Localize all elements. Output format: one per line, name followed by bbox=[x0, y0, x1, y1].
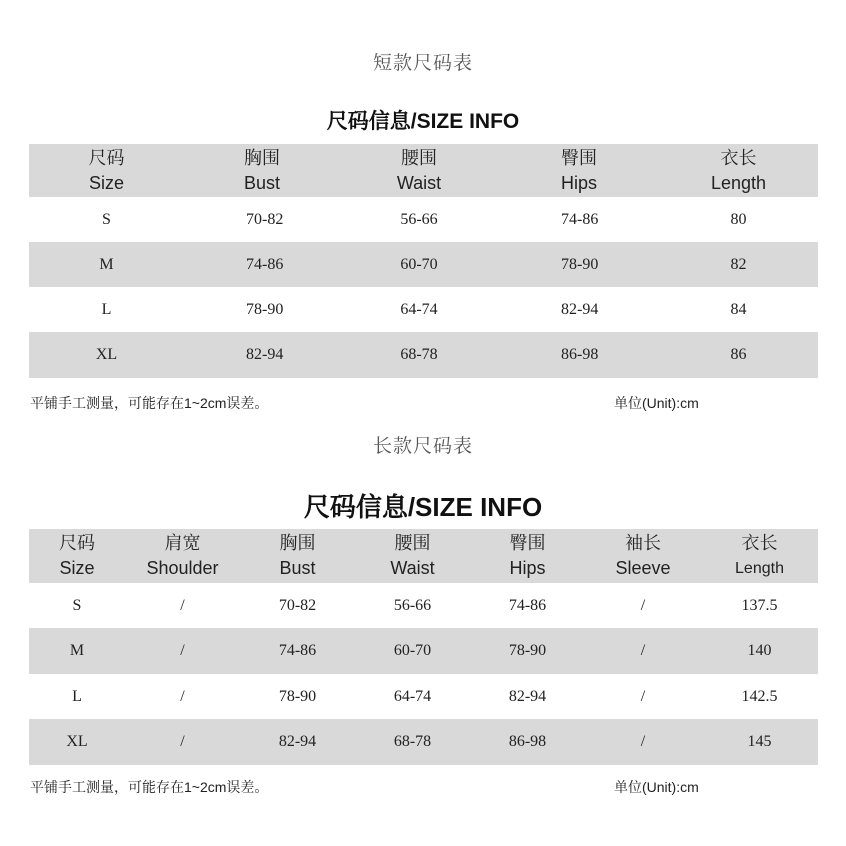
col-header-waist bbox=[339, 144, 499, 197]
cell-hips: 86-98 bbox=[561, 346, 599, 363]
cell-bust: 70-82 bbox=[246, 210, 284, 228]
cell-waist: 56-66 bbox=[393, 596, 432, 614]
cell-size: S bbox=[102, 210, 111, 228]
cell-waist: 60-70 bbox=[393, 642, 432, 659]
col-header-shoulder bbox=[125, 529, 240, 583]
col-header-cn: 臀围 bbox=[561, 147, 597, 168]
cell-size: XL bbox=[66, 733, 88, 750]
cell-sleeve: / bbox=[640, 642, 646, 659]
cell-length: 80 bbox=[730, 210, 747, 228]
col-header-en: Length bbox=[710, 172, 767, 193]
col-header-cn: 尺码 bbox=[88, 147, 125, 168]
cell-size: M bbox=[99, 255, 114, 273]
table-header-row bbox=[29, 529, 818, 583]
cell-shoulder: / bbox=[180, 733, 185, 750]
col-header-en: Bust bbox=[244, 172, 281, 193]
table-row bbox=[29, 332, 818, 378]
cell-bust: 82-94 bbox=[246, 346, 284, 363]
col-header-en: Sleeve bbox=[615, 558, 671, 578]
col-header-cn: 腰围 bbox=[401, 147, 437, 168]
cell-length: 142.5 bbox=[741, 687, 778, 705]
col-header-cn: 衣长 bbox=[741, 533, 778, 553]
table-row bbox=[29, 197, 818, 242]
col-header-en: Shoulder bbox=[146, 558, 219, 578]
cell-length: 145 bbox=[747, 733, 772, 750]
col-header-hips bbox=[470, 529, 585, 583]
col-header-en: Size bbox=[88, 172, 124, 193]
col-header-size bbox=[29, 529, 125, 583]
table-row bbox=[29, 628, 818, 674]
cell-hips: 74-86 bbox=[508, 596, 547, 614]
col-header-bust bbox=[240, 529, 355, 583]
short-size-table bbox=[29, 144, 818, 378]
col-header-en: Length bbox=[735, 560, 784, 577]
short-chart-title: 短款尺码表 bbox=[372, 53, 473, 74]
col-header-length bbox=[701, 529, 818, 583]
cell-length: 140 bbox=[747, 642, 772, 659]
cell-shoulder: / bbox=[180, 596, 185, 614]
col-header-bust bbox=[184, 144, 339, 197]
unit-note: 单位(Unit):cm bbox=[614, 779, 699, 795]
col-header-hips bbox=[499, 144, 659, 197]
cell-length: 82 bbox=[730, 255, 747, 273]
col-header-en: Bust bbox=[279, 558, 316, 578]
col-header-en: Size bbox=[59, 558, 95, 578]
cell-hips: 82-94 bbox=[561, 300, 599, 318]
long-size-table bbox=[29, 529, 818, 765]
cell-waist: 60-70 bbox=[400, 255, 438, 273]
cell-hips: 78-90 bbox=[561, 255, 599, 273]
col-header-en: Hips bbox=[509, 558, 546, 578]
cell-shoulder: / bbox=[180, 642, 185, 659]
cell-size: L bbox=[101, 300, 112, 318]
cell-size: M bbox=[69, 642, 85, 659]
cell-length: 137.5 bbox=[741, 596, 778, 614]
long-chart-heading: 尺码信息/SIZE INFO bbox=[303, 492, 543, 522]
cell-hips: 82-94 bbox=[508, 687, 547, 705]
col-header-cn: 胸围 bbox=[279, 533, 316, 553]
cell-size: S bbox=[72, 596, 82, 614]
col-header-cn: 臀围 bbox=[509, 533, 546, 553]
cell-size: L bbox=[72, 687, 82, 705]
cell-bust: 78-90 bbox=[246, 300, 284, 318]
cell-hips: 86-98 bbox=[508, 733, 547, 750]
col-header-en: Waist bbox=[390, 558, 435, 578]
table-row bbox=[29, 287, 818, 332]
unit-note: 单位(Unit):cm bbox=[614, 395, 699, 411]
cell-hips: 74-86 bbox=[561, 210, 599, 228]
table-row bbox=[29, 674, 818, 719]
measurement-note: 平铺手工测量，可能存在1~2cm误差。 bbox=[30, 779, 269, 795]
cell-waist: 56-66 bbox=[400, 210, 438, 228]
cell-waist: 64-74 bbox=[400, 300, 438, 318]
cell-bust: 74-86 bbox=[246, 255, 284, 273]
cell-sleeve: / bbox=[640, 687, 646, 705]
col-header-size bbox=[29, 144, 184, 197]
short-chart-heading: 尺码信息/SIZE INFO bbox=[326, 110, 520, 133]
col-header-waist bbox=[355, 529, 470, 583]
col-header-en: Hips bbox=[561, 172, 598, 193]
cell-bust: 82-94 bbox=[278, 733, 317, 750]
col-header-cn: 袖长 bbox=[625, 533, 661, 553]
long-chart-title: 长款尺码表 bbox=[372, 436, 473, 457]
col-header-sleeve bbox=[585, 529, 701, 583]
col-header-en: Waist bbox=[396, 172, 442, 193]
col-header-length bbox=[659, 144, 818, 197]
cell-bust: 78-90 bbox=[278, 687, 317, 705]
col-header-cn: 尺码 bbox=[59, 533, 95, 553]
cell-length: 86 bbox=[730, 346, 747, 363]
table-row bbox=[29, 719, 818, 765]
cell-shoulder: / bbox=[180, 687, 185, 705]
measurement-note: 平铺手工测量，可能存在1~2cm误差。 bbox=[30, 395, 269, 411]
col-header-cn: 肩宽 bbox=[164, 533, 201, 553]
cell-bust: 74-86 bbox=[278, 642, 317, 659]
col-header-cn: 衣长 bbox=[720, 147, 757, 168]
table-header-row bbox=[29, 144, 818, 197]
cell-hips: 78-90 bbox=[508, 642, 547, 659]
cell-waist: 64-74 bbox=[393, 687, 432, 705]
cell-bust: 70-82 bbox=[278, 596, 317, 614]
cell-waist: 68-78 bbox=[393, 733, 432, 750]
cell-sleeve: / bbox=[640, 733, 646, 750]
table-row bbox=[29, 583, 818, 628]
cell-size: XL bbox=[95, 346, 118, 363]
col-header-cn: 胸围 bbox=[244, 147, 280, 168]
cell-sleeve: / bbox=[640, 596, 646, 614]
table-row bbox=[29, 242, 818, 287]
cell-waist: 68-78 bbox=[400, 346, 438, 363]
cell-length: 84 bbox=[730, 300, 747, 318]
col-header-cn: 腰围 bbox=[394, 533, 431, 553]
